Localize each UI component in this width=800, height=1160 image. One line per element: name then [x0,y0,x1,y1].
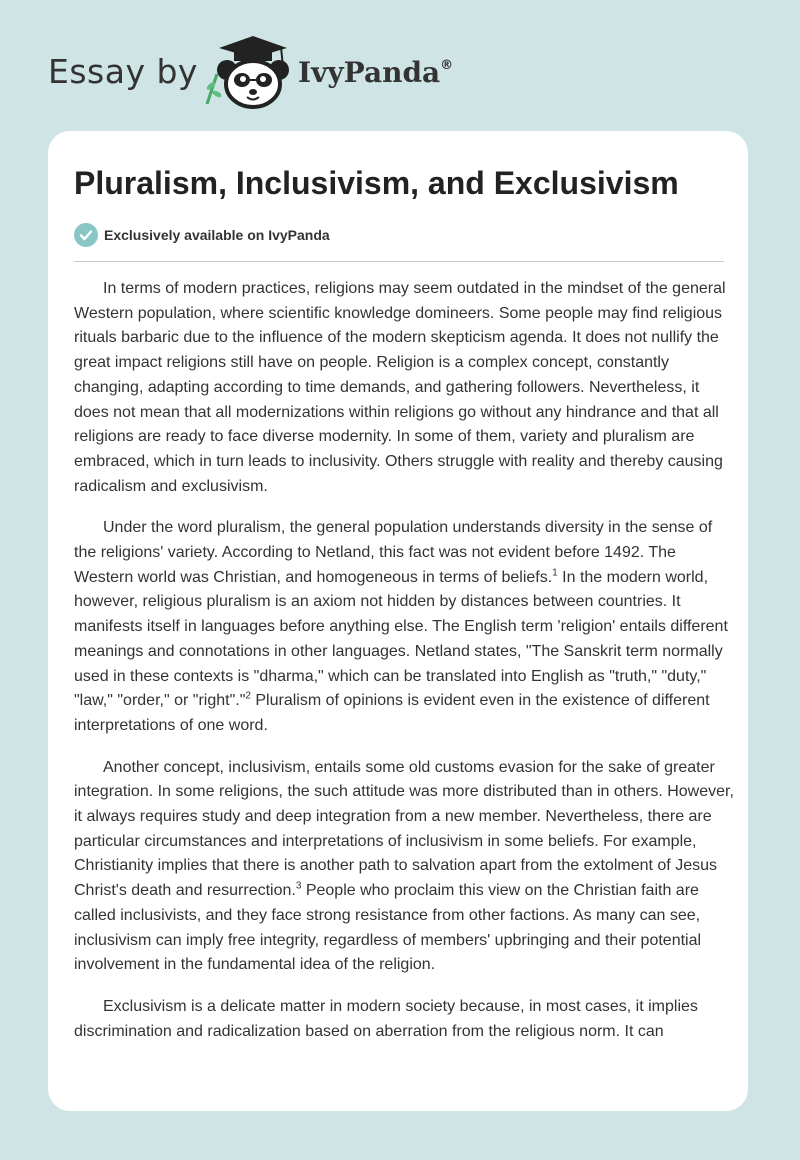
brand-text: IvyPanda [298,56,441,89]
divider [74,261,724,262]
paragraph [74,516,734,738]
footnote-ref[interactable]: 3 [295,880,302,892]
paragraph-text: Exclusivism is a delicate matter in modern society because, in most cases, it implies discrimination and radicalization based on aberration from the religious norm. It can [74,997,698,1040]
panda-logo-icon [203,34,295,110]
essay-by-label: Essay by [48,52,198,91]
paragraph [74,756,734,978]
paragraph [74,995,734,1044]
paragraph [74,277,734,499]
footnote-ref[interactable]: 1 [552,567,558,579]
exclusive-label: Exclusively available on IvyPanda [104,227,330,243]
footnote-ref[interactable]: 2 [245,690,251,702]
article-card [48,131,748,1111]
site-header [48,34,748,114]
registered-mark: ® [440,58,454,73]
checkmark-icon [74,223,98,247]
paragraph-text: People who proclaim this view on the Christian faith are called inclusivists, and they face strong resistance from other factions. As many can see, inclusivism can imply free integrity, regardless of members' upbringing and their potential involvement in the fundamental idea of the religion. [74,882,702,974]
paragraph-text: Another concept, inclusivism, entails some old customs evasion for the sake of greater integration. In some religions, the such attitude was more distributed than in others. However, it always requires study and deep integration from a new member. Nevertheless, there are particular circumstances and interpretations of inclusivism in some beliefs. For example, Christianity implies that there is another path to salvation apart from the extolment of Jesus Christ's death and resurrection. [74,758,734,900]
page-title: Pluralism, Inclusivism, and Exclusivism [74,165,679,201]
paragraph-text: Under the word pluralism, the general population understands diversity in the sense of the religions' variety. According to Netland, this fact was not evident before 1492. The Western world was Christian, and homogeneous in terms of beliefs. [74,519,713,586]
paragraph-text: Pluralism of opinions is evident even in the existence of different interpretations of one word. [74,692,710,734]
paragraph-text: In the modern world, however, religious pluralism is an axiom not hidden by distances between countries. It manifests itself in languages before anything else. The English term 'religion' entails different meanings and connotations in other languages. Netland states, "The Sanskrit term normally used in these contexts is "dharma," which can be translated into English as "truth," "duty," "law," "order," or "right"." [74,568,728,710]
exclusive-badge [74,223,330,247]
brand-name [298,56,453,89]
paragraph-text: In terms of modern practices, religions may seem outdated in the mindset of the general Western population, where scientific knowledge domineers. Some people may find religious rituals barbaric due to the influence of the modern skepticism agenda. It does not nullify the great impact religions still have on people. Religion is a complex concept, constantly changing, adapting according to time demands, and gathering followers. Nevertheless, it does not mean that all modernizations within religions go without any hindrance and that all religions are ready to face diverse modernity. In some of them, variety and pluralism are embraced, which in turn leads to inclusivity. Others struggle with reality and thereby causing radicalism and exclusivism. [74,280,726,495]
article-body [74,277,734,1061]
